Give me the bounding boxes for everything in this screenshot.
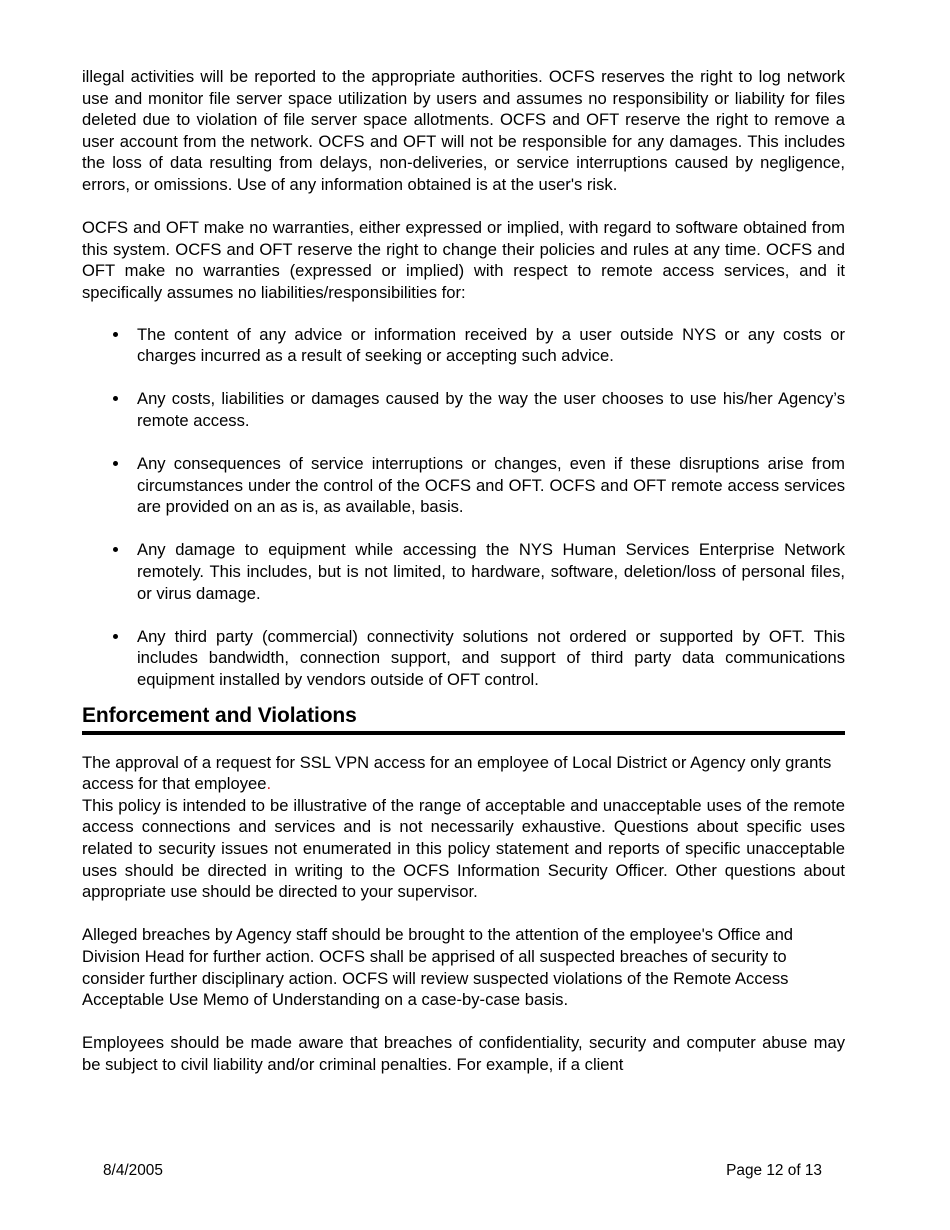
paragraph-approval (82, 752, 845, 795)
list-item-text: Any third party (commercial) connectivity solutions not ordered or supported by OFT. This includes bandwidth, connection support, and support of third party data communications equipment installed by vendors outside of OFT control. (137, 626, 845, 690)
section-heading-block (82, 703, 845, 735)
list-item (82, 539, 845, 604)
bullet-dot-icon (113, 396, 118, 401)
list-item-text: Any consequences of service interruptions or changes, even if these disruptions arise from circumstances under the control of the OCFS and OFT. OCFS and OFT remote access services are provided on an as is, as available, basis. (137, 454, 845, 517)
bullet-dot-icon (113, 634, 118, 639)
paragraph-spacer (82, 196, 845, 218)
paragraph-warranties: OCFS and OFT make no warranties, either expressed or implied, with regard to software obtained from this system. OCFS and OFT reserve the right to change their policies and rules at any time. OCFS and OFT make no warranties (expressed or implied) with respect to remote access services, and it specifically assumes no liabilities/responsibilities for: (82, 218, 845, 302)
paragraph-policy: This policy is intended to be illustrative of the range of acceptable and unacceptable uses of the remote access connections and services and is not necessarily exhaustive. Questions about specific uses related to security issues not enumerated in this policy statement and reports of specific unacceptable uses should be directed in writing to the OCFS Information Security Officer. Other questions about appropriate use should be directed to your supervisor. (82, 795, 845, 902)
page-title: Enforcement and Violations (82, 703, 357, 727)
list-item-text: The content of any advice or information received by a user outside NYS or any costs or charges incurred as a result of seeking or accepting such advice. (137, 324, 845, 366)
paragraph-spacer (82, 903, 845, 925)
liability-exclusions-list-wrapper (82, 324, 845, 691)
bullet-dot-icon (113, 332, 118, 337)
bullet-dot-icon (113, 547, 118, 552)
document-body (82, 66, 845, 1076)
bullet-dot-icon (113, 461, 118, 466)
list-item (82, 626, 845, 691)
list-item (82, 453, 845, 518)
paragraph-spacer (82, 1011, 845, 1033)
red-period-edit-mark: . (266, 774, 272, 794)
paragraph-intro: illegal activities will be reported to the appropriate authorities. OCFS reserves the right to log network use and monitor file server space utilization by users and assumes no responsibility or liability for files deleted due to violation of file server space allotments. OCFS and OFT reserve the right to remove a user account from the network. OCFS and OFT will not be responsible for any damages. This includes the loss of data resulting from delays, non-deliveries, or service interruptions caused by negligence, errors, or omissions. Use of any information obtained is at the user's risk. (82, 67, 845, 194)
page-footer (82, 1160, 845, 1184)
enforcement-body (82, 752, 845, 1076)
list-item (82, 388, 845, 431)
approval-text: The approval of a request for SSL VPN access for an employee of Local District or Agency only grants access for that employee (82, 752, 832, 794)
paragraph-alleged-breaches: Alleged breaches by Agency staff should be brought to the attention of the employee's Office and Division Head for further action. OCFS shall be apprised of all suspected breaches of security to consider further disciplinary action. OCFS will review suspected violations of the Remote Access Acceptable Use Memo of Understanding on a case-by-case basis. (82, 925, 794, 1010)
footer-page-number: Page 12 of 13 (726, 1162, 822, 1179)
list-item-text: Any costs, liabilities or damages caused by the way the user chooses to use his/her Agency’s remote access. (137, 389, 845, 430)
paragraph-employees-aware: Employees should be made aware that breaches of confidentiality, security and computer abuse may be subject to civil liability and/or criminal penalties. For example, if a client (82, 1033, 845, 1074)
list-item-text: Any damage to equipment while accessing the NYS Human Services Enterprise Network remotely. This includes, but is not limited, to hardware, software, deletion/loss of personal files, or virus damage. (137, 540, 845, 603)
heading-divider (82, 731, 845, 735)
footer-date: 8/4/2005 (103, 1162, 163, 1179)
list-item (82, 324, 845, 367)
liability-exclusions-list (82, 324, 845, 691)
